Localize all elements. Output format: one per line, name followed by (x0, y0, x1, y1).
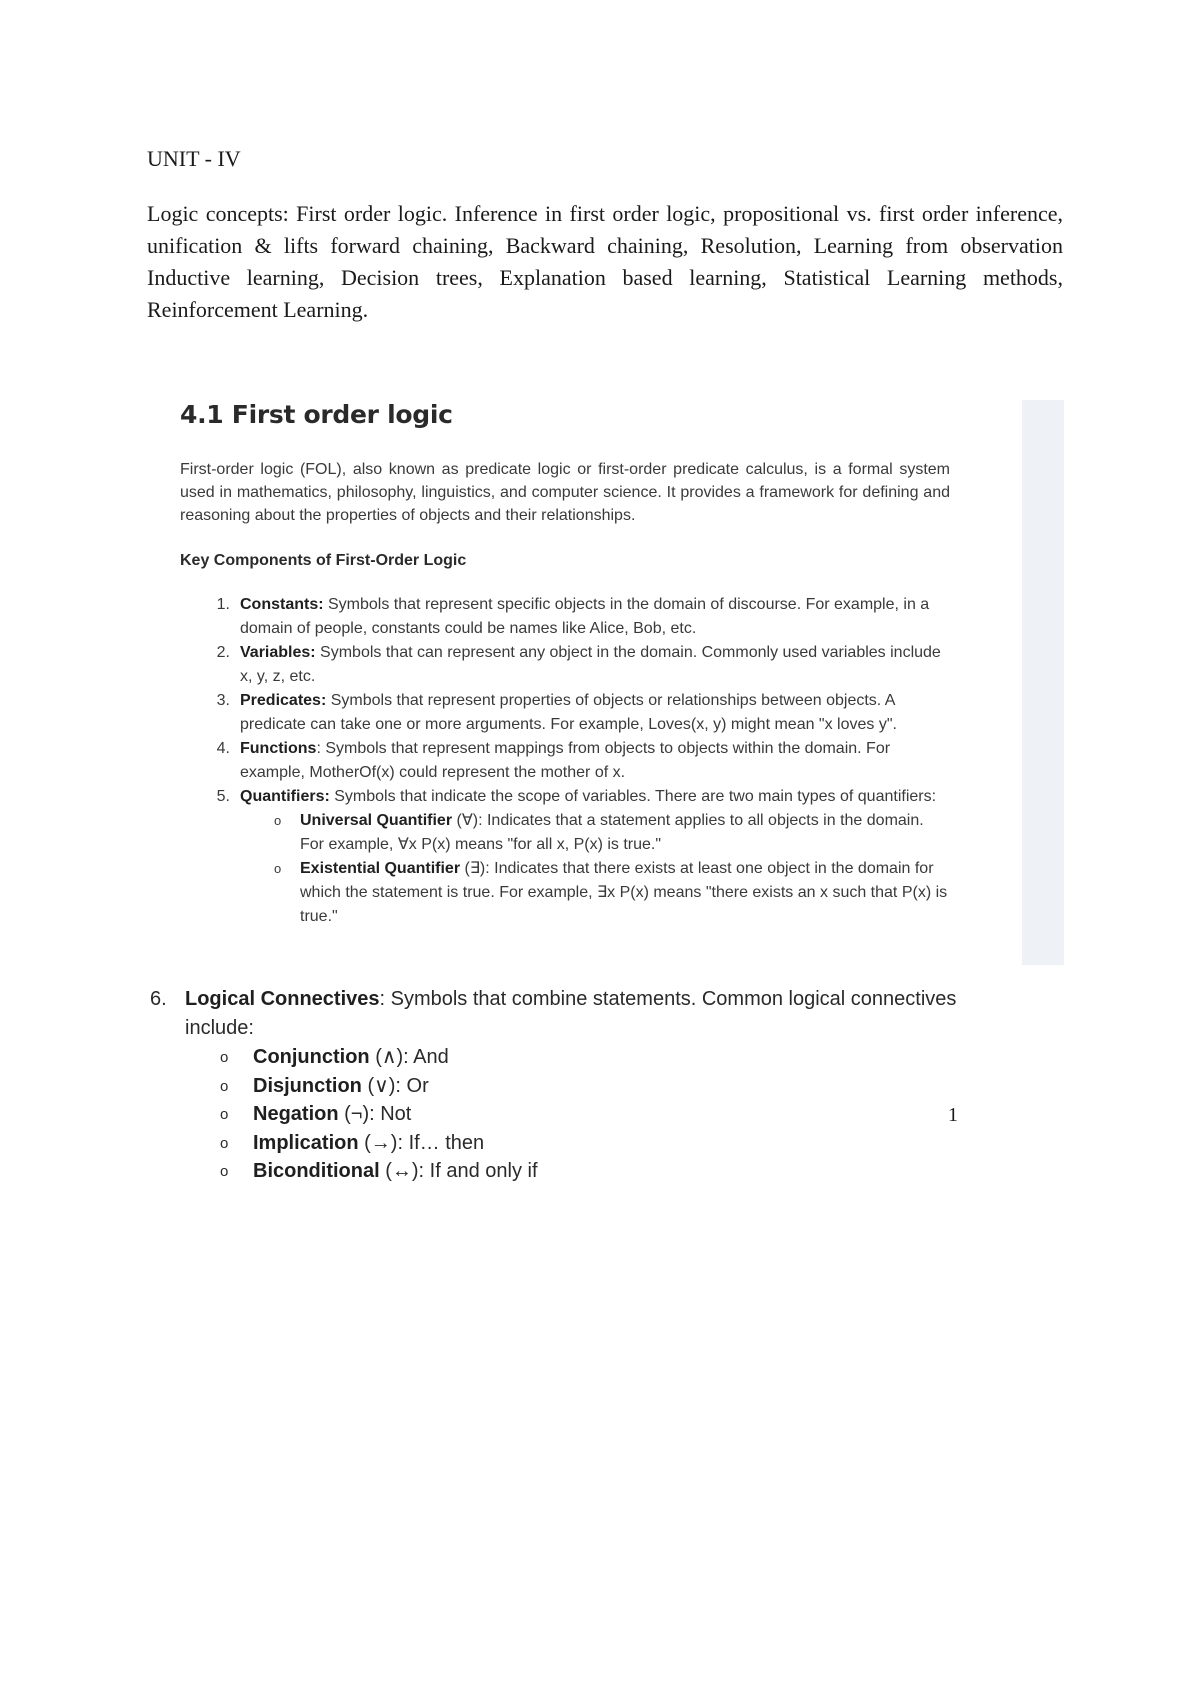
list-number: 2. (216, 644, 230, 661)
list-text: Symbols that represent specific objects in the domain of discourse. For example, in a domain of people, constants could be names like Alice, Bob, etc. (240, 596, 930, 637)
unit-title: UNIT - IV (147, 146, 241, 171)
sublist-item (268, 809, 948, 857)
sublist-term: Universal Quantifier (300, 812, 453, 829)
circle-bullet-icon: o (274, 813, 282, 828)
connective-item (220, 1043, 1010, 1072)
circle-bullet-icon: o (274, 861, 282, 876)
scrollbar-track (1022, 400, 1064, 965)
list-item (208, 641, 948, 689)
list-term: Quantifiers: (240, 788, 330, 805)
list-number: 3. (216, 692, 230, 709)
connective-item (220, 1157, 1010, 1186)
list-term: Constants: (240, 596, 324, 613)
list-term: Functions (240, 740, 317, 757)
section-paragraph: First-order logic (FOL), also known as predicate logic or first-order predicate calculus, is a formal system used in mathematics, philosophy, linguistics, and computer science. It provides a framework for defining and reasoning about the properties of objects and their relationships. (180, 461, 950, 524)
connective-term: Biconditional (253, 1160, 380, 1182)
list-text: Symbols that can represent any object in the domain. Commonly used variables include x, y, z, etc. (240, 644, 941, 685)
circle-bullet-icon: o (220, 1163, 229, 1180)
connectives-heading (150, 985, 1010, 1043)
list-text: Symbols that represent properties of objects or relationships between objects. A predicate can take one or more arguments. For example, Loves(x, y) might mean "x loves y". (240, 692, 897, 733)
list-number: 5. (216, 788, 230, 805)
connective-text: (∧): And (369, 1046, 449, 1068)
circle-bullet-icon: o (220, 1049, 229, 1066)
connectives-term: Logical Connectives (185, 988, 380, 1010)
connective-text: (→): If… then (358, 1131, 485, 1154)
list-term: Variables: (240, 644, 316, 661)
connectives-block (150, 985, 1010, 1186)
sublist-text: (∃): Indicates that there exists at least one object in the domain for which the statement is true. For example, ∃x P(x) means "there exists an x such that P(x) is true." (300, 860, 948, 925)
connective-term: Negation (253, 1103, 339, 1125)
components-list (208, 593, 948, 929)
connective-text: (∨): Or (361, 1074, 429, 1097)
connective-item (220, 1100, 1010, 1129)
sublist-item (268, 857, 948, 929)
quantifier-sublist (240, 809, 948, 929)
connectives-text: : Symbols that combine statements. Common logical connectives include: (185, 988, 957, 1039)
list-item (208, 785, 948, 929)
list-item (208, 593, 948, 641)
list-number: 6. (150, 988, 167, 1010)
connective-text: (↔): If and only if (379, 1160, 538, 1182)
page-number: 1 (948, 1104, 958, 1126)
connective-item (220, 1129, 1010, 1158)
sublist-term: Existential Quantifier (300, 860, 461, 877)
list-item (208, 737, 948, 785)
key-components-heading: Key Components of First-Order Logic (180, 552, 467, 569)
connective-term: Disjunction (253, 1074, 362, 1097)
circle-bullet-icon: o (220, 1134, 229, 1152)
list-text: : Symbols that represent mappings from objects to objects within the domain. For example, MotherOf(x) could represent the mother of x. (240, 740, 891, 781)
circle-bullet-icon: o (220, 1106, 229, 1123)
list-item (208, 689, 948, 737)
section-heading: 4.1 First order logic (180, 400, 453, 429)
sublist-text: (∀): Indicates that a statement applies to all objects in the domain. For example, ∀x P(x) means "for all x, P(x) is true." (300, 812, 924, 853)
unit-intro-paragraph: Logic concepts: First order logic. Inference in first order logic, propositional vs. first order inference, unification & lifts forward chaining, Backward chaining, Resolution, Learning from observation Inductive learning, Decision trees, Explanation based learning, Statistical Learning methods, Reinforcement Learning. (147, 201, 1063, 322)
list-term: Predicates: (240, 692, 327, 709)
circle-bullet-icon: o (220, 1077, 229, 1095)
list-text: Symbols that indicate the scope of variables. There are two main types of quantifiers: (329, 788, 937, 805)
list-number: 1. (216, 596, 230, 613)
connectives-list (150, 1043, 1010, 1186)
connective-term: Implication (253, 1131, 359, 1154)
connective-text: (¬): Not (338, 1103, 412, 1125)
list-number: 4. (216, 740, 230, 757)
connective-term: Conjunction (253, 1046, 370, 1068)
connective-item (220, 1072, 1010, 1101)
